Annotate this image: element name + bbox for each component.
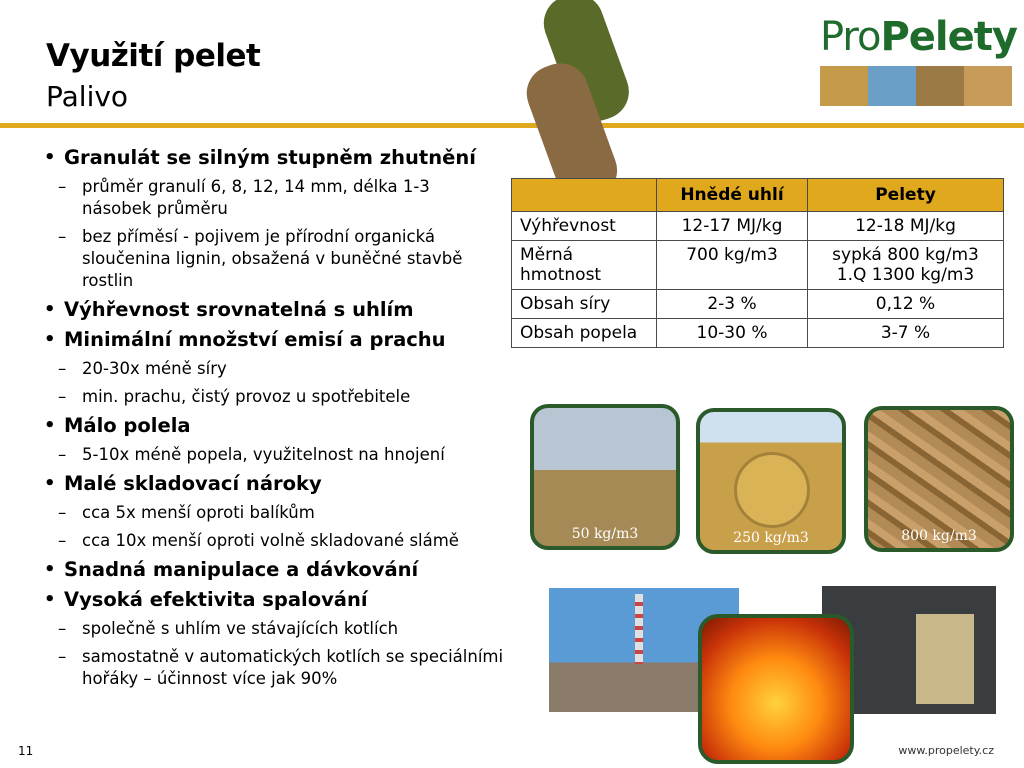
table-header-cell — [512, 179, 657, 212]
pellets-illustration — [510, 0, 690, 190]
hay-bale-shape — [734, 452, 810, 528]
table-cell: Obsah síry — [512, 290, 657, 319]
sub-bullet-dash: – — [58, 503, 67, 522]
bullet-text: Minimální množství emisí a prachu — [64, 328, 446, 351]
pellets-photo — [864, 406, 1014, 552]
photo-caption: 50 kg/m3 — [571, 526, 639, 542]
sub-bullet-item — [58, 386, 504, 408]
bullet-dot: • — [44, 589, 56, 610]
sub-bullet-item — [58, 646, 504, 690]
sub-bullet-text: 5-10x méně popela, využitelnost na hnojení — [82, 445, 445, 464]
sub-bullet-text: 20-30x méně síry — [82, 359, 227, 378]
page-number: 11 — [18, 744, 34, 758]
sub-bullet-item — [58, 226, 504, 292]
bullet-dot: • — [44, 415, 56, 436]
table-cell: sypká 800 kg/m3 1.Q 1300 kg/m3 — [808, 241, 1004, 290]
logo-strip-wood — [964, 66, 1012, 106]
sub-bullet-item — [58, 176, 504, 220]
table-cell: 12-18 MJ/kg — [808, 212, 1004, 241]
logo-strip-pellets — [916, 66, 964, 106]
sub-bullet-dash: – — [58, 227, 67, 246]
table-cell: 3-7 % — [808, 319, 1004, 348]
table-header-cell: Pelety — [808, 179, 1004, 212]
table-row — [512, 319, 1004, 348]
table-cell: Měrná hmotnost — [512, 241, 657, 290]
slide-title: Využití pelet — [46, 38, 261, 74]
table-header-row — [512, 179, 1004, 212]
bullet-item — [44, 298, 504, 322]
logo-strip-machine — [868, 66, 916, 106]
straw-pile-photo — [530, 404, 680, 550]
logo-image-strip — [820, 66, 1012, 106]
sub-bullet-text: průměr granulí 6, 8, 12, 14 mm, délka 1-3 násobek průměru — [82, 177, 430, 218]
table-cell: 700 kg/m3 — [657, 241, 808, 290]
logo-pro: Pro — [820, 14, 881, 60]
bullet-text: Výhřevnost srovnatelná s uhlím — [64, 298, 414, 321]
bullet-dot: • — [44, 473, 56, 494]
boiler-shape — [916, 614, 974, 704]
fire-photo — [698, 614, 854, 764]
bullet-item — [44, 472, 504, 496]
bullet-dot: • — [44, 147, 56, 168]
sub-bullet-text: cca 5x menší oproti balíkům — [82, 503, 315, 522]
bullet-text: Vysoká efektivita spalování — [64, 588, 368, 611]
sub-bullet-item — [58, 358, 504, 380]
sub-bullet-dash: – — [58, 531, 67, 550]
bullet-dot: • — [44, 329, 56, 350]
logo-brand: Pelety — [880, 14, 1017, 60]
bullet-text: Snadná manipulace a dávkování — [64, 558, 419, 581]
bullet-text: Granulát se silným stupněm zhutnění — [64, 146, 476, 169]
sub-bullet-text: bez příměsí - pojivem je přírodní organická sloučenina lignin, obsažená v buněčné stavbě rostlin — [82, 227, 463, 290]
sub-bullet-dash: – — [58, 177, 67, 196]
photo-caption: 800 kg/m3 — [901, 528, 977, 544]
table-cell: 2-3 % — [657, 290, 808, 319]
hay-bale-photo — [696, 408, 846, 554]
sub-bullet-dash: – — [58, 619, 67, 638]
footer-url[interactable]: www.propelety.cz — [898, 744, 994, 757]
bullet-item — [44, 146, 504, 170]
table-cell: Výhřevnost — [512, 212, 657, 241]
sub-bullet-item — [58, 530, 504, 552]
sub-bullet-item — [58, 618, 504, 640]
sub-bullet-item — [58, 502, 504, 524]
bullet-item — [44, 328, 504, 352]
propelety-logo — [820, 14, 1017, 60]
sub-bullet-text: společně s uhlím ve stávajících kotlích — [82, 619, 399, 638]
bullet-dot: • — [44, 299, 56, 320]
table-row — [512, 241, 1004, 290]
sub-bullet-dash: – — [58, 387, 67, 406]
table-row — [512, 290, 1004, 319]
comparison-table — [511, 178, 1004, 348]
bullet-item — [44, 588, 504, 612]
table-cell: 12-17 MJ/kg — [657, 212, 808, 241]
table-header-cell: Hnědé uhlí — [657, 179, 808, 212]
slide-subtitle: Palivo — [46, 80, 129, 113]
bullet-dot: • — [44, 559, 56, 580]
sub-bullet-dash: – — [58, 445, 67, 464]
sub-bullet-item — [58, 444, 504, 466]
sub-bullet-text: samostatně v automatických kotlích se speciálními hořáky – účinnost více jak 90% — [82, 647, 504, 688]
bullet-item — [44, 558, 504, 582]
bullet-item — [44, 414, 504, 438]
table-cell: Obsah popela — [512, 319, 657, 348]
bullet-list — [44, 146, 504, 696]
sub-bullet-text: min. prachu, čistý provoz u spotřebitele — [82, 387, 411, 406]
photo-caption: 250 kg/m3 — [733, 530, 809, 546]
sub-bullet-dash: – — [58, 359, 67, 378]
bullet-text: Málo polela — [64, 414, 191, 437]
chimney-shape — [635, 594, 643, 664]
table-row — [512, 212, 1004, 241]
sub-bullet-dash: – — [58, 647, 67, 666]
table-cell: 0,12 % — [808, 290, 1004, 319]
table-cell: 10-30 % — [657, 319, 808, 348]
bullet-text: Malé skladovací nároky — [64, 472, 322, 495]
logo-strip-hay — [820, 66, 868, 106]
sub-bullet-text: cca 10x menší oproti volně skladované slámě — [82, 531, 459, 550]
